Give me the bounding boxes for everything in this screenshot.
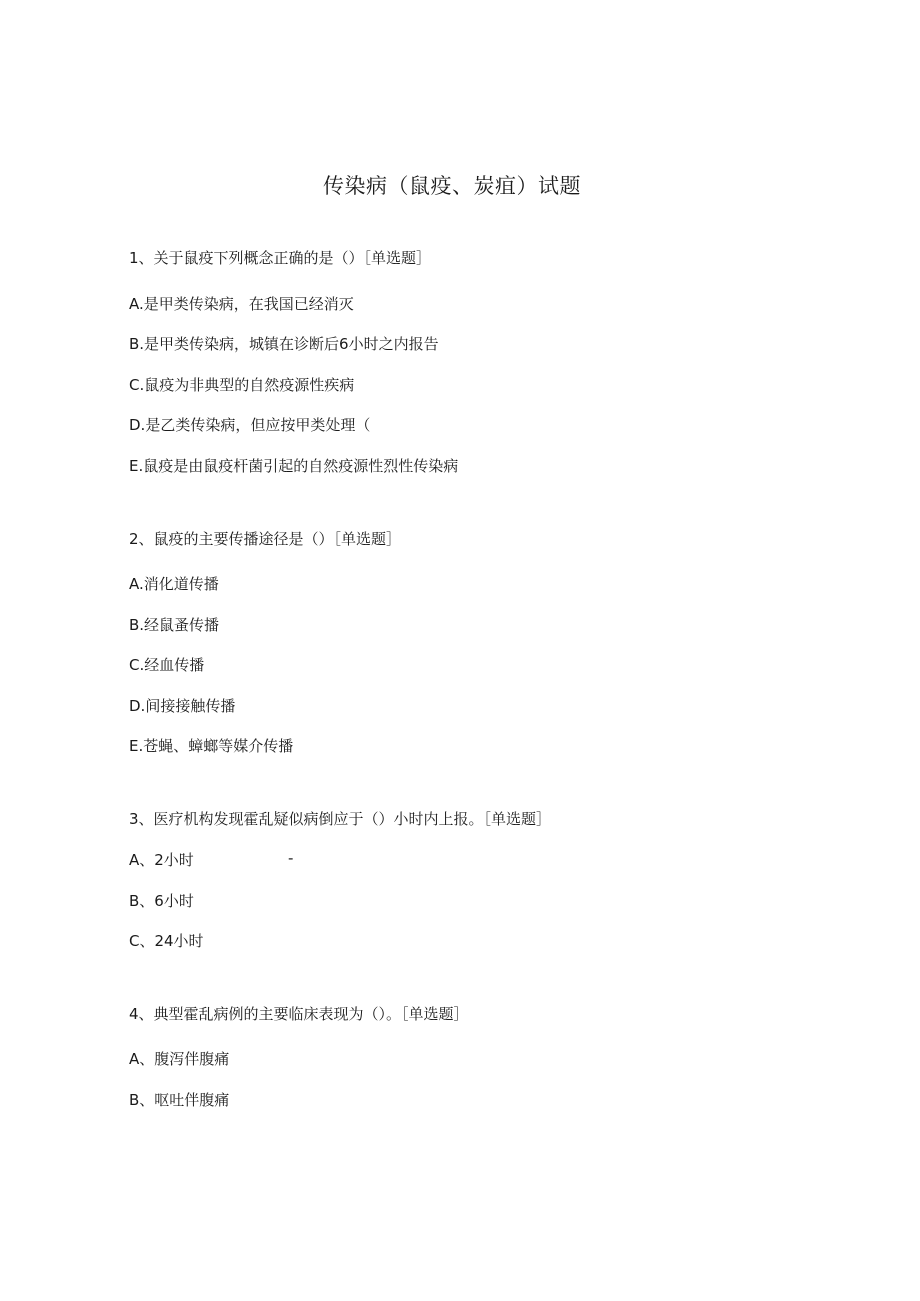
- stray-dash-mark: -: [288, 849, 294, 867]
- question-4-stem: 4、典型霍乱病例的主要临床表现为（）。［单选题］: [129, 1005, 469, 1023]
- question-2-option-e[interactable]: E.苍蝇、蟑螂等媒介传播: [129, 737, 294, 755]
- question-1-option-c[interactable]: C.鼠疫为非典型的自然疫源性疾病: [129, 376, 355, 394]
- question-1-option-a[interactable]: A.是甲类传染病，在我国已经消灭: [129, 295, 354, 313]
- question-4-option-a[interactable]: A、腹泻伴腹痛: [129, 1050, 230, 1068]
- question-1-option-b[interactable]: B.是甲类传染病，城镇在诊断后6小时之内报告: [129, 335, 439, 353]
- question-3-stem: 3、医疗机构发现霍乱疑似病倒应于（）小时内上报。［单选题］: [129, 810, 552, 828]
- question-1-stem: 1、关于鼠疫下列概念正确的是（）［单选题］: [129, 249, 432, 267]
- question-2-option-a[interactable]: A.消化道传播: [129, 575, 219, 593]
- question-2-option-b[interactable]: B.经鼠蚤传播: [129, 616, 220, 634]
- question-3-option-b[interactable]: B、6小时: [129, 892, 194, 910]
- question-4-option-b[interactable]: B、呕吐伴腹痛: [129, 1091, 230, 1109]
- document-title: 传染病（鼠疫、炭疽）试题: [323, 174, 581, 198]
- question-1-option-d[interactable]: D.是乙类传染病，但应按甲类处理（: [129, 416, 371, 434]
- question-2-option-d[interactable]: D.间接接触传播: [129, 697, 236, 715]
- question-2-option-c[interactable]: C.经血传播: [129, 656, 205, 674]
- question-2-stem: 2、鼠疫的主要传播途径是（）［单选题］: [129, 530, 402, 548]
- question-3-option-a[interactable]: A、2小时: [129, 851, 194, 869]
- question-3-option-c[interactable]: C、24小时: [129, 932, 204, 950]
- question-1-option-e[interactable]: E.鼠疫是由鼠疫杆菌引起的自然疫源性烈性传染病: [129, 457, 459, 475]
